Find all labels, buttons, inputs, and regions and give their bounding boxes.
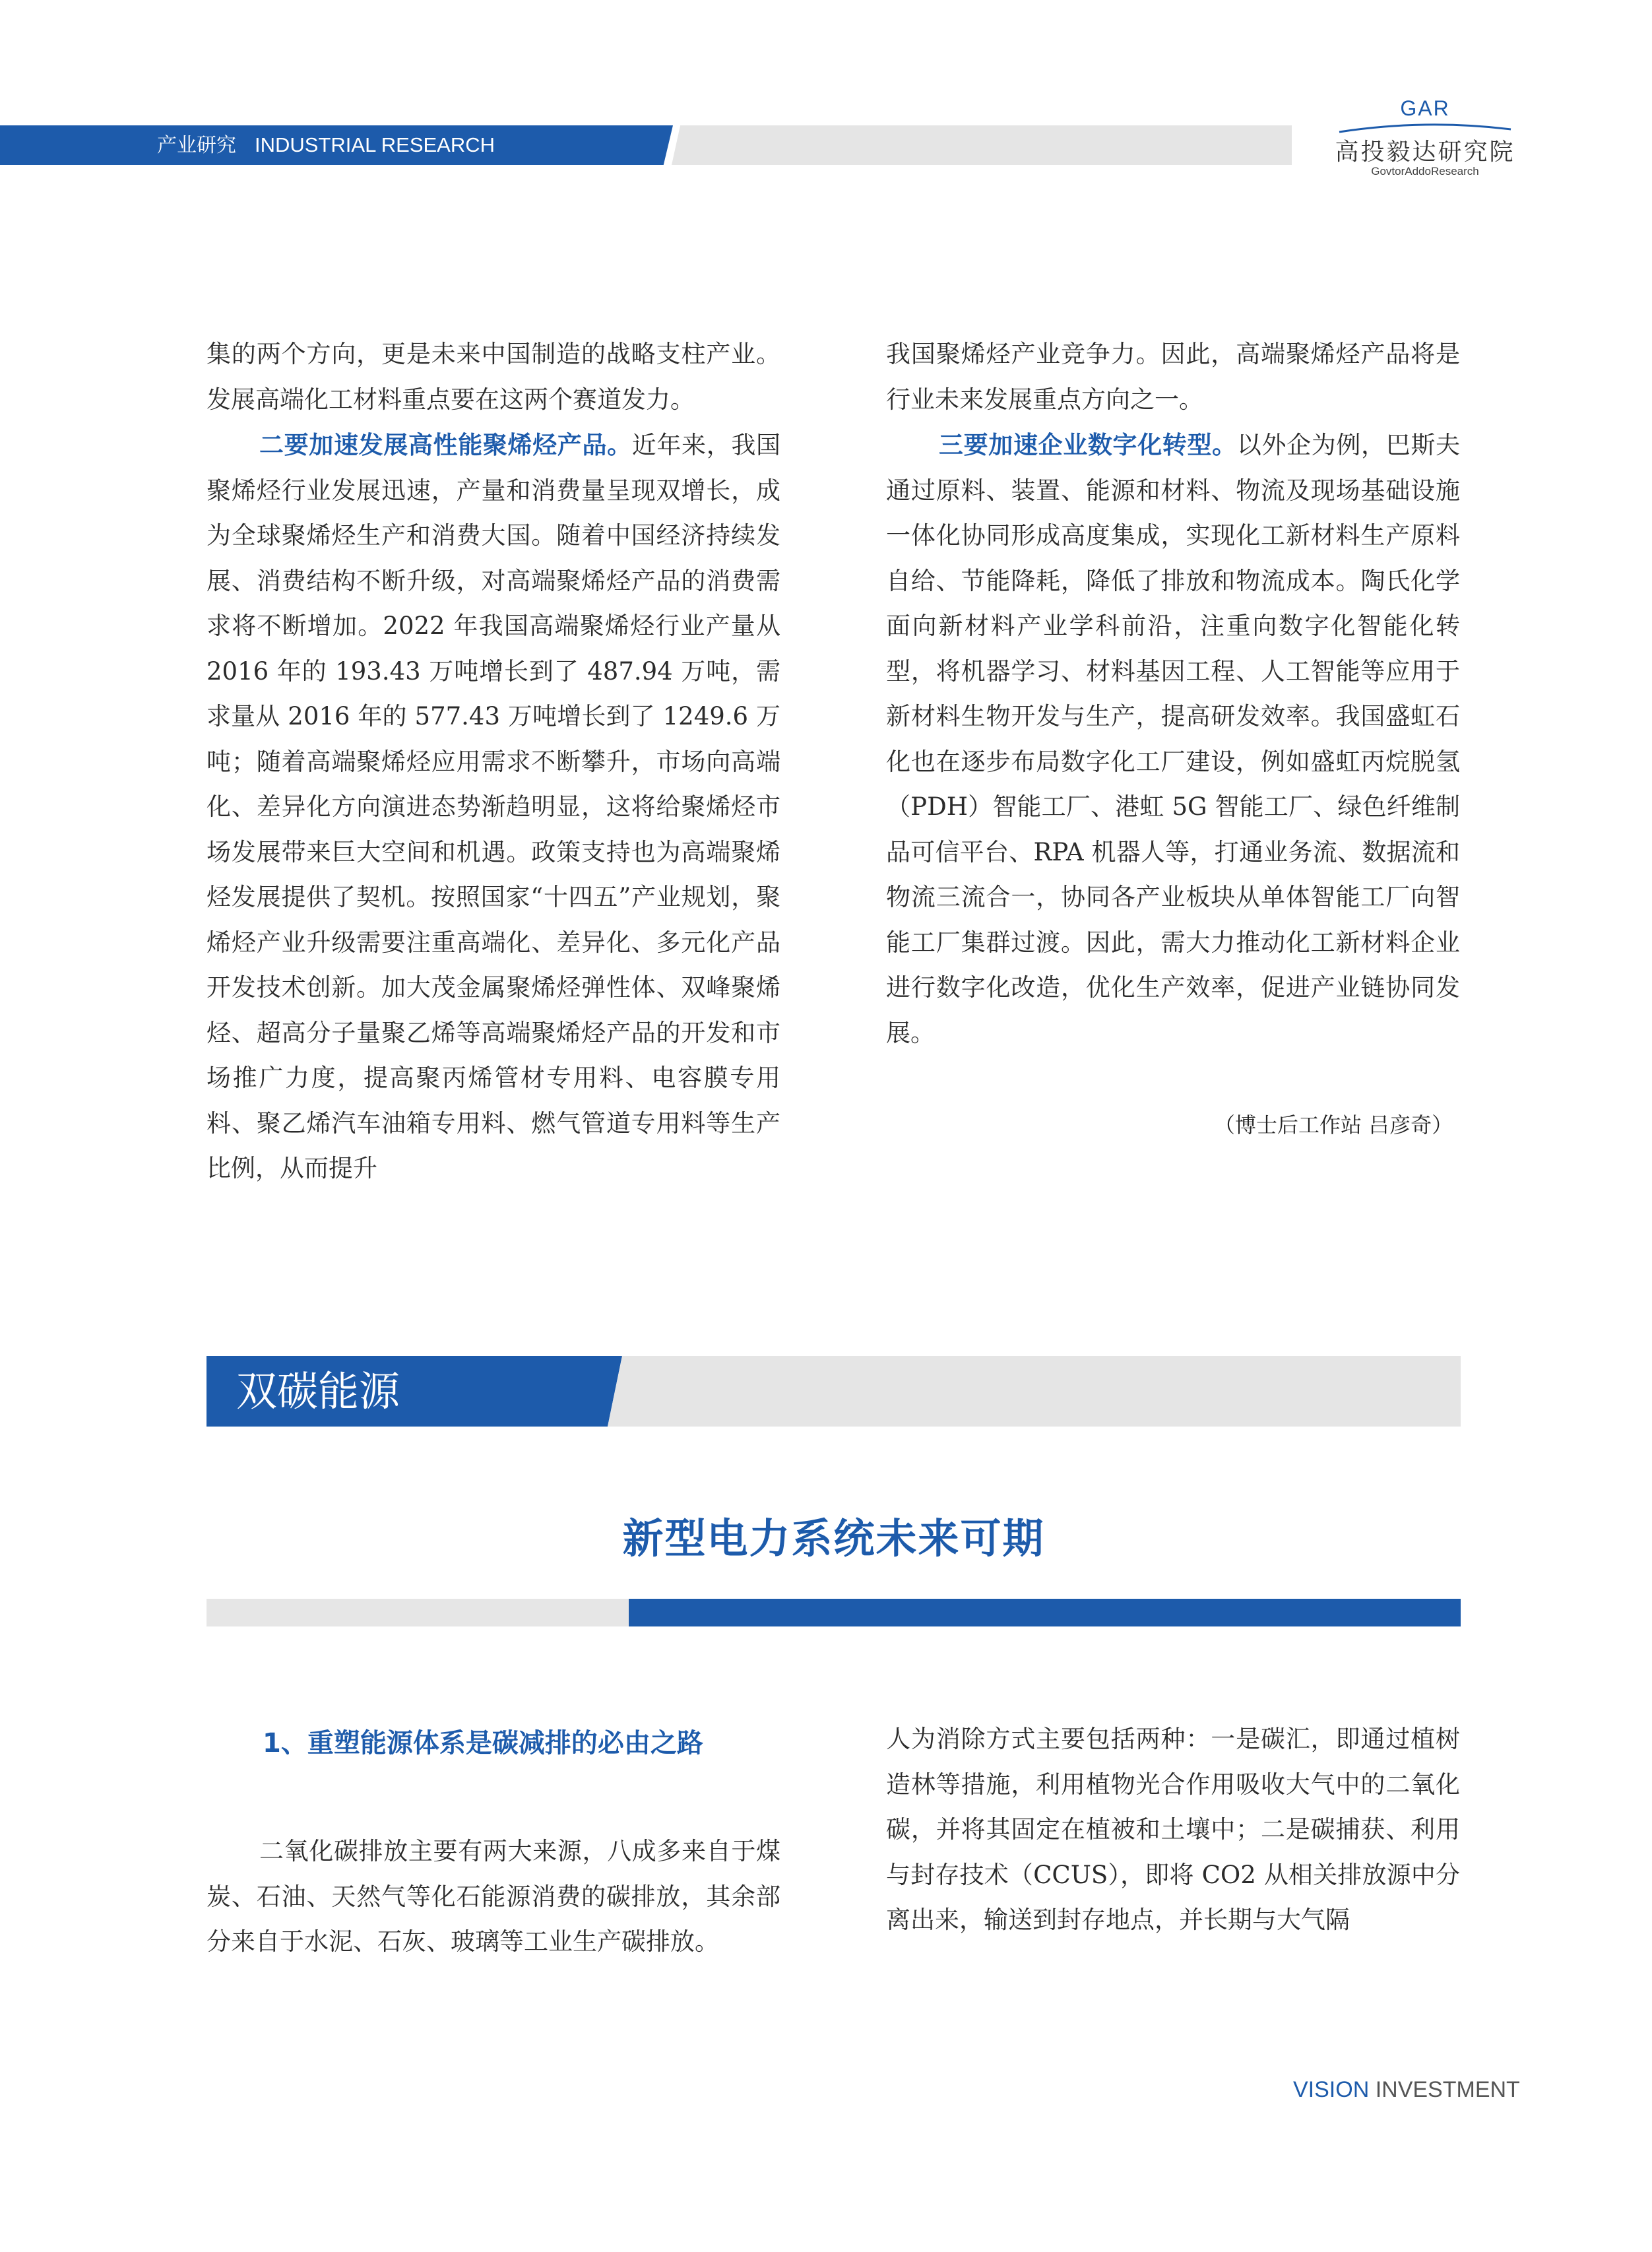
author-signature: （博士后工作站 吕彦奇） [1214, 1112, 1453, 1138]
column-bottom-left [206, 1829, 780, 1965]
logo-swoosh-icon [1333, 121, 1517, 135]
header-section-label [157, 132, 495, 158]
highlight-phrase: 二要加速发展高性能聚烯烃产品。 [259, 430, 632, 459]
header-section-cn: 产业研究 [157, 134, 236, 157]
section-banner-gray [608, 1356, 1461, 1427]
header-band-gray [672, 125, 1292, 165]
column-bottom-right [886, 1717, 1460, 1943]
paragraph-text: 近年来，我国聚烯烃行业发展迅速，产量和消费量呈现双增长，成为全球聚烯烃生产和消费大国。随着中国经济持续发展、消费结构不断升级，对高端聚烯烃产品的消费需求将不断增加。2022 年我国高端聚烯烃行业产量从 2016 年的 193.43 万吨增长到了 487.94 万吨，需求量从 2016 年的 577.43 万吨增长到了 1249.6 万吨；随着高端聚烯烃应用需求不断攀升，市场向高端化、差异化方向演进态势渐趋明显，这将给聚烯烃市场发展带来巨大空间和机遇。政策支持也为高端聚烯烃发展提供了契机。按照国家“十四五”产业规划，聚烯烃产业升级需要注重高端化、差异化、多元化产品开发技术创新。加大茂金属聚烯烃弹性体、双峰聚烯烃、超高分子量聚乙烯等高端聚烯烃产品的开发和市场推广力度，提高聚丙烯管材专用料、电容膜专用料、聚乙烯汽车油箱专用料、燃气管道专用料等生产比例，从而提升 [206, 431, 780, 1182]
logo-abbr: GAR [1400, 96, 1450, 120]
gar-logo [1313, 96, 1537, 186]
footer-word1: VISION [1293, 2077, 1370, 2102]
paragraph: 二氧化碳排放主要有两大来源，八成多来自于煤炭、石油、天然气等化石能源消费的碳排放，其余部分来自于水泥、石灰、玻璃等工业生产碳排放。 [206, 1837, 780, 1956]
title-divider-gray [206, 1599, 629, 1626]
paragraph [886, 422, 1460, 1056]
logo-cn: 高投毅达研究院 [1335, 139, 1515, 166]
paragraph: 我国聚烯烃产业竞争力。因此，高端聚烯烃产品将是行业未来发展重点方向之一。 [886, 340, 1460, 414]
paragraph-text: 以外企为例，巴斯夫通过原料、装置、能源和材料、物流及现场基础设施一体化协同形成高度集成，实现化工新材料生产原料自给、节能降耗，降低了排放和物流成本。陶氏化学面向新材料产业学科前沿，注重向数字化智能化转型，将机器学习、材料基因工程、人工智能等应用于新材料生物开发与生产，提高研发效率。我国盛虹石化也在逐步布局数字化工厂建设，例如盛虹丙烷脱氢（PDH）智能工厂、港虹 5G 智能工厂、绿色纤维制品可信平台、RPA 机器人等，打通业务流、数据流和物流三流合一，协同各产业板块从单体智能工厂向智能工厂集群过渡。因此，需大力推动化工新材料企业进行数字化改造，优化生产效率，促进产业链协同发展。 [886, 431, 1461, 1047]
footer-label [1293, 2077, 1520, 2103]
highlight-phrase: 三要加速企业数字化转型。 [939, 430, 1237, 459]
paragraph [206, 422, 780, 1192]
paragraph: 集的两个方向，更是未来中国制造的战略支柱产业。发展高端化工材料重点要在这两个赛道发力。 [206, 340, 780, 414]
column-top-left [206, 332, 780, 1192]
title-divider-blue [629, 1599, 1461, 1626]
article-title: 新型电力系统未来可期 [622, 1514, 1045, 1562]
footer-word2: INVESTMENT [1375, 2077, 1520, 2102]
header-section-en: INDUSTRIAL RESEARCH [255, 133, 495, 156]
section-title: 双碳能源 [236, 1367, 400, 1415]
subheading: 1、重塑能源体系是碳减排的必由之路 [263, 1728, 703, 1758]
column-top-right [886, 332, 1460, 1056]
logo-en: GovtorAddoResearch [1371, 165, 1479, 177]
paragraph: 人为消除方式主要包括两种：一是碳汇，即通过植树造林等措施，利用植物光合作用吸收大气中的二氧化碳，并将其固定在植被和土壤中；二是碳捕获、利用与封存技术（CCUS），即将 CO2 从相关排放源中分离出来，输送到封存地点，并长期与大气隔 [886, 1725, 1460, 1934]
